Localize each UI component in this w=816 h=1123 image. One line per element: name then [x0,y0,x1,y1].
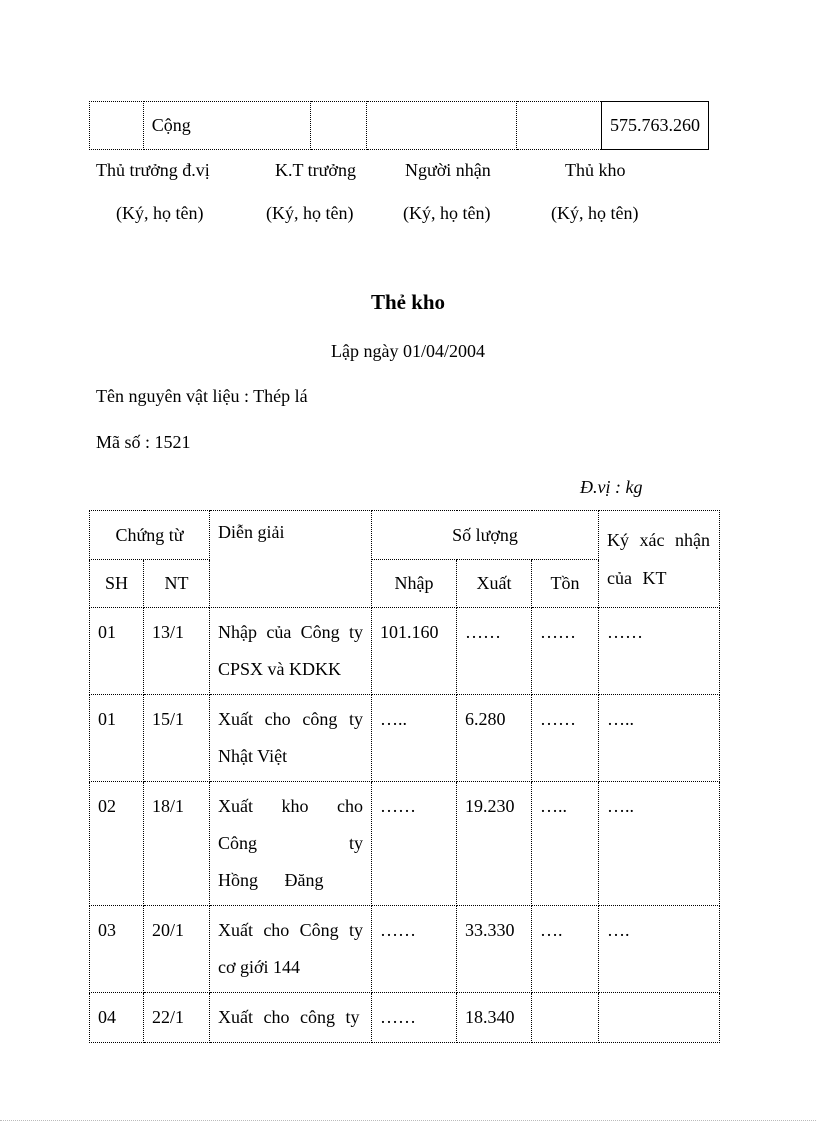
row-ton [532,993,599,1043]
empty-cell [311,102,367,150]
header-ton: Tồn [532,559,599,608]
row-sh: 02 [90,782,144,906]
header-ky-xac-nhan: Ký xác nhận của KT [599,511,720,608]
row-xuat: …… [457,608,532,695]
row-ton: …… [532,608,599,695]
row-description: Xuất cho Công ty cơ giới 144 [210,906,372,993]
row-nhap: …… [372,906,457,993]
unit-label: Đ.vị : kg [580,477,643,497]
row-sh: 01 [90,695,144,782]
signature-sign-chief-accountant: (Ký, họ tên) [266,203,354,223]
row-nt: 20/1 [144,906,210,993]
total-label: Cộng [143,102,311,150]
row-ky: …… [599,608,720,695]
row-ton: …. [532,906,599,993]
empty-cell [90,102,144,150]
table-row [90,906,720,993]
material-name: Tên nguyên vật liệu : Thép lá [96,386,308,406]
signature-sign-director: (Ký, họ tên) [116,203,204,223]
header-row [90,511,720,560]
row-sh: 01 [90,608,144,695]
row-nt: 15/1 [144,695,210,782]
material-code: Mã số : 1521 [96,432,191,452]
page-title: Thẻ kho [370,290,446,314]
total-row [90,102,709,150]
signature-title-storekeeper: Thủ kho [565,160,626,180]
row-nt: 13/1 [144,608,210,695]
header-chung-tu: Chứng từ [90,511,210,560]
row-nt: 18/1 [144,782,210,906]
header-xuat: Xuất [457,559,532,608]
table-row [90,695,720,782]
row-ton: ….. [532,782,599,906]
creation-date: Lập ngày 01/04/2004 [331,341,485,361]
signature-title-director: Thủ trưởng đ.vị [96,160,210,180]
row-xuat: 19.230 [457,782,532,906]
row-xuat: 18.340 [457,993,532,1043]
signature-title-chief-accountant: K.T trưởng [275,160,356,180]
table-row [90,608,720,695]
signature-sign-receiver: (Ký, họ tên) [403,203,491,223]
table-row [90,782,720,906]
row-sh: 04 [90,993,144,1043]
signature-sign-storekeeper: (Ký, họ tên) [551,203,639,223]
header-nt: NT [144,559,210,608]
row-ky: ….. [599,782,720,906]
table-row [90,993,720,1043]
row-ky [599,993,720,1043]
total-amount: 575.763.260 [602,102,709,150]
row-xuat: 33.330 [457,906,532,993]
row-description: Xuất cho công ty [210,993,372,1043]
row-ky: …. [599,906,720,993]
row-sh: 03 [90,906,144,993]
header-so-luong: Số lượng [372,511,599,560]
row-nhap: …… [372,782,457,906]
signature-title-receiver: Người nhận [405,160,491,180]
inventory-table [89,510,720,1043]
row-ky: ….. [599,695,720,782]
row-nhap: ….. [372,695,457,782]
summary-table [89,101,709,150]
header-dien-giai: Diễn giải [210,511,372,608]
row-ton: …… [532,695,599,782]
header-nhap: Nhập [372,559,457,608]
row-nhap: …… [372,993,457,1043]
page-bottom-divider [0,1120,816,1121]
row-nt: 22/1 [144,993,210,1043]
row-xuat: 6.280 [457,695,532,782]
row-description: Xuất kho cho Công ty Hồng Đăng [210,782,372,906]
row-description: Nhập của Công ty CPSX và KDKK [210,608,372,695]
row-description: Xuất cho công ty Nhật Việt [210,695,372,782]
row-nhap: 101.160 [372,608,457,695]
empty-cell [367,102,517,150]
header-sh: SH [90,559,144,608]
empty-cell [517,102,602,150]
